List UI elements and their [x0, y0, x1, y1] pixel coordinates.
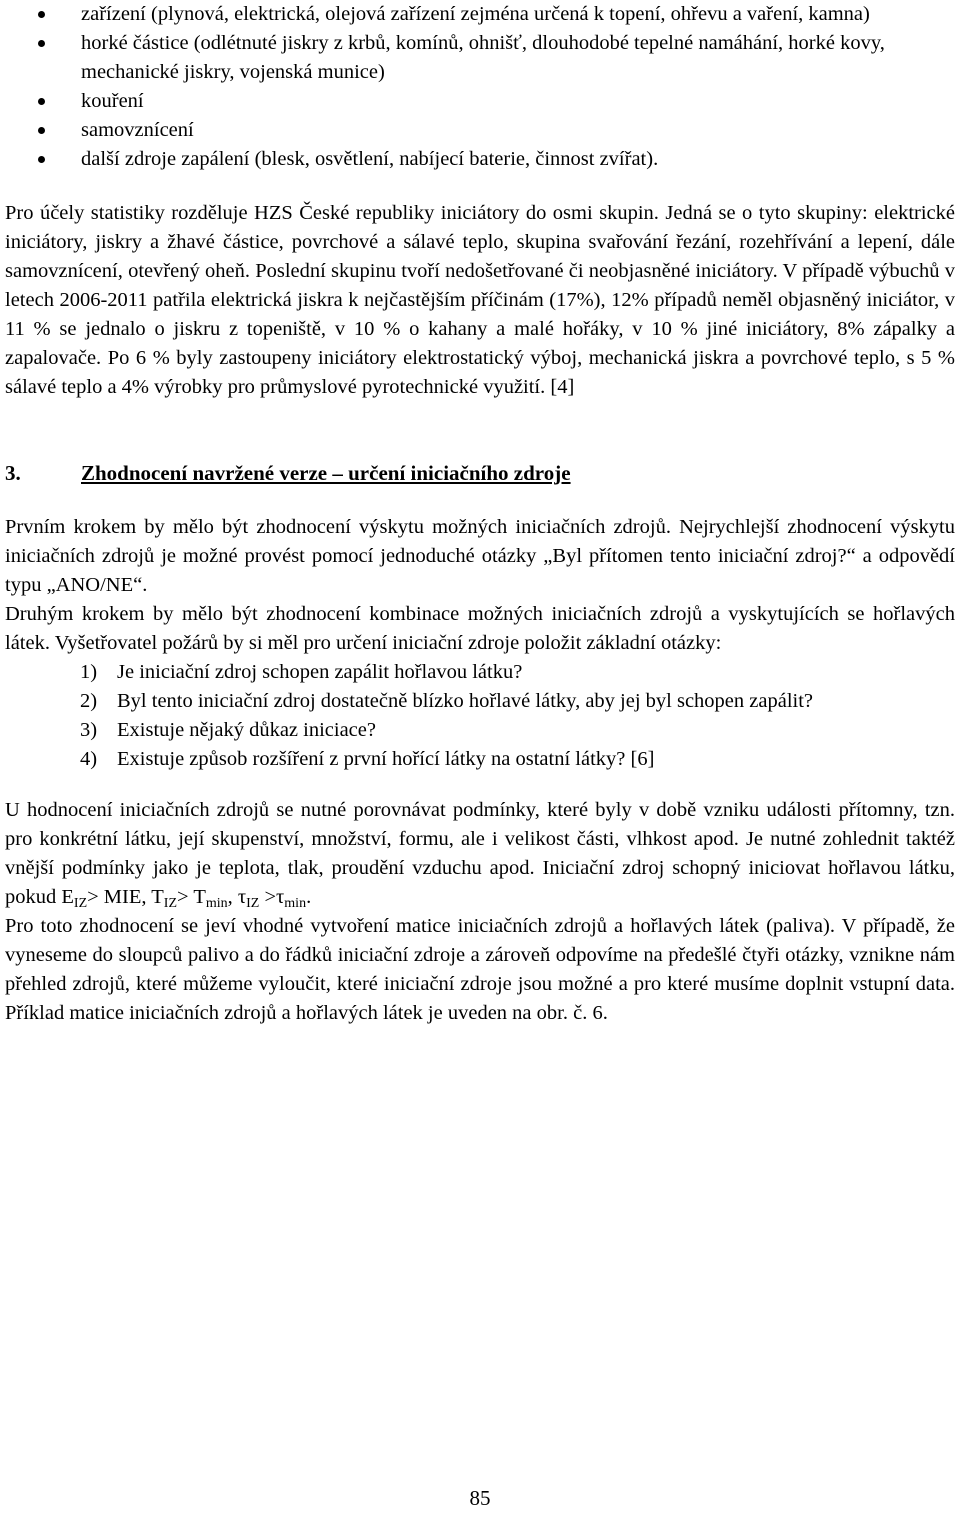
- bullet-icon: [38, 127, 45, 134]
- page-number: 85: [469, 1486, 491, 1510]
- question-number: 3): [80, 719, 98, 741]
- question-number: 4): [80, 748, 98, 770]
- page-content: [5, 0, 955, 1028]
- section-number: 3.: [5, 461, 21, 485]
- question-text: Je iniciační zdroj schopen zapálit hořlavou látku?: [117, 661, 523, 683]
- section-title: Zhodnocení navržené verze – určení iniciačního zdroje: [81, 461, 571, 485]
- list-item: [5, 687, 955, 716]
- list-item: [5, 745, 955, 774]
- list-item: horké částice (odlétnuté jiskry z krbů, komínů, ohnišť, dlouhodobé tepelné namáhání, horké kovy, mechanické jiskry, vojenská munice): [5, 29, 955, 87]
- questions-list: [5, 658, 955, 774]
- list-item: další zdroje zapálení (blesk, osvětlení, nabíjecí baterie, činnost zvířat).: [5, 145, 955, 174]
- paragraph-statistics: Pro účely statistiky rozděluje HZS České republiky iniciátory do osmi skupin. Jedná se o tyto skupiny: elektrické iniciátory, jiskry a žhavé částice, povrchové a sálavé teplo, skupina svařování řezání, rozehřívání a lepení, dále samovznícení, otevřený oheň. Poslední skupinu tvoří nedošetřované či neobjasněné iniciátory. V případě výbuchů v letech 2006-2011 patřila elektrická jiskra k nejčastějším příčinám (17%), 12% případů neměl objasněný iniciátor, v 11 % se jednalo o jiskru z topeniště, v 10 % o kahany a malé hořáky, v 10 % jiné iniciátory, 8% zápalky a zapalovače. Po 6 % byly zastoupeny iniciátory elektrostatický výboj, mechanická jiskra a povrchové teplo, s 5 % sálavé teplo a 4% výrobky pro průmyslové pyrotechnické využití. [4]: [5, 202, 955, 398]
- list-item: [5, 716, 955, 745]
- question-number: 2): [80, 690, 98, 712]
- question-text: Existuje způsob rozšíření z první hořící látky na ostatní látky? [6]: [117, 748, 655, 770]
- bullet-icon: [38, 98, 45, 105]
- bullet-icon: [38, 40, 45, 47]
- paragraph-first-step: Prvním krokem by mělo být zhodnocení výskytu možných iniciačních zdrojů. Nejrychlejší zhodnocení výskytu iniciačních zdrojů je možné provést pomocí jednoduché otázky „Byl přítomen tento iniciační zdroj?“ a odpovědí typu „ANO/NE“.: [5, 516, 955, 596]
- question-number: 1): [80, 661, 98, 683]
- paragraph-second-step: Druhým krokem by mělo být zhodnocení kombinace možných iniciačních zdrojů a vyskytujících se hořlavých látek. Vyšetřovatel požárů by si měl pro určení iniciační zdroje položit základní otázky:: [5, 603, 955, 654]
- section-heading: [5, 459, 955, 488]
- list-item: kouření: [5, 87, 955, 116]
- list-item: samovznícení: [5, 116, 955, 145]
- paragraph-conditions: U hodnocení iniciačních zdrojů se nutné porovnávat podmínky, které byly v době vzniku události přítomny, tzn. pro konkrétní látku, její skupenství, množství, formu, ale i velikost části, vlhkost apod. Je nutné zohlednit taktéž vnější podmínky jako je teplota, tlak, proudění vzduchu apod. Iniciační zdroj schopný iniciovat hořlavou látku, pokud $E_{IZ}>$ MIE, $T_{IZ}> T_{min}$, $\tau_{IZ} >\tau_{min}$.: [5, 799, 955, 911]
- bullet-icon: [38, 11, 45, 18]
- ignition-sources-list: [5, 0, 955, 174]
- question-text: Byl tento iniciační zdroj dostatečně blízko hořlavé látky, aby jej byl schopen zapálit?: [117, 690, 814, 712]
- paragraph-matrix: Pro toto zhodnocení se jeví vhodné vytvoření matice iniciačních zdrojů a hořlavých látek (paliva). V případě, že vyneseme do sloupců palivo a do řádků iniciační zdroje a zároveň odpovíme na předešlé čtyři otázky, vznikne nám přehled zdrojů, které můžeme vyloučit, které iniciační zdroje jsou možné a pro které musíme doplnit vstupní data. Příklad matice iniciačních zdrojů a hořlavých látek je uveden na obr. č. 6.: [5, 915, 955, 1024]
- question-text: Existuje nějaký důkaz iniciace?: [117, 719, 376, 741]
- list-item: [5, 658, 955, 687]
- bullet-icon: [38, 156, 45, 163]
- list-item: zařízení (plynová, elektrická, olejová zařízení zejména určená k topení, ohřevu a vaření, kamna): [5, 0, 955, 29]
